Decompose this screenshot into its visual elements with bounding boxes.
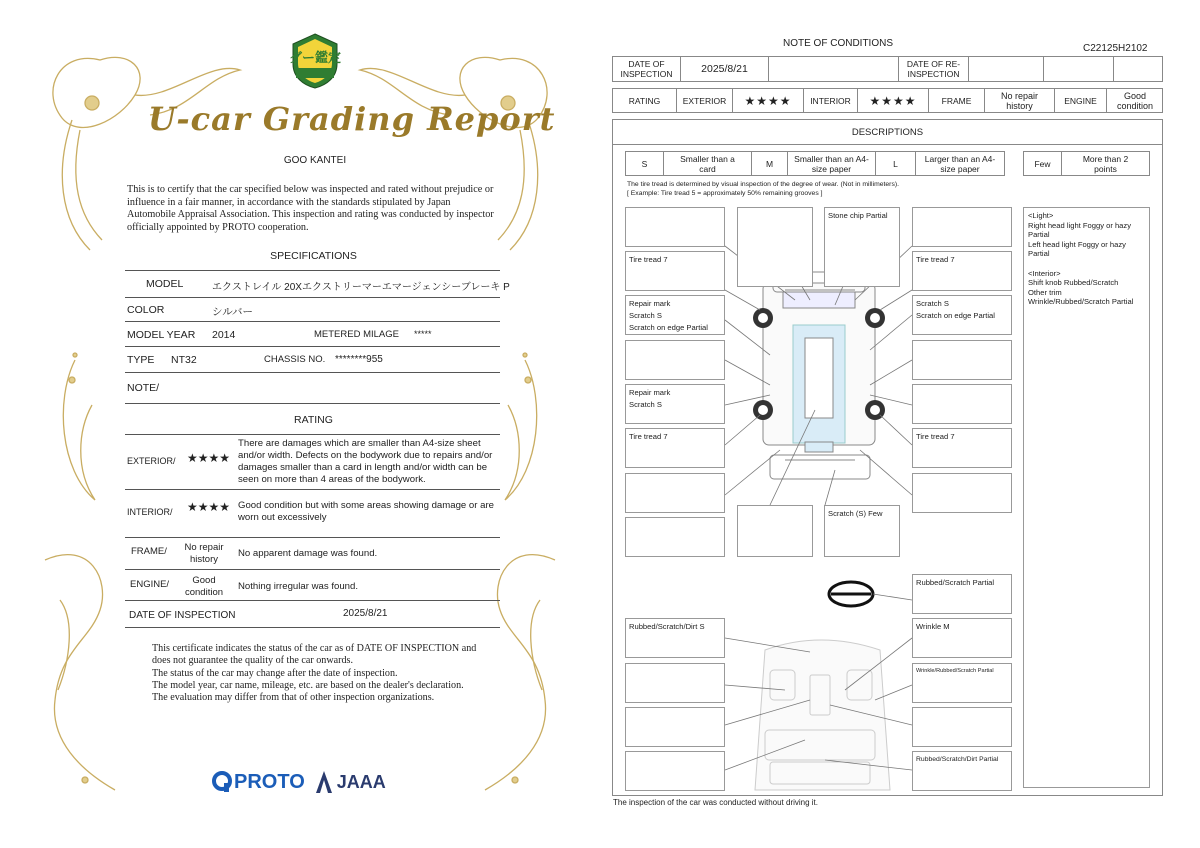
footer-line: The status of the car may change after the date of inspection.: [152, 667, 398, 679]
note-box: [625, 207, 725, 247]
note-steering: [912, 574, 1012, 614]
divider: [125, 270, 500, 271]
note-text: Tire tread 7: [916, 432, 955, 441]
side-notes: [1023, 207, 1150, 788]
date-of-inspection-value: 2025/8/21: [681, 57, 769, 81]
descriptions-title: DESCRIPTIONS: [612, 119, 1163, 145]
partner-logos: [212, 770, 386, 794]
note-text: Scratch S: [629, 400, 662, 409]
date-of-inspection-label: DATE OF INSPECTION: [129, 610, 236, 621]
rating-label: RATING: [613, 89, 677, 112]
note-box: [912, 207, 1012, 247]
side-note-line: <Interior>: [1028, 268, 1061, 278]
note-stone-chip: [824, 207, 900, 287]
note-text: Scratch on edge Partial: [916, 311, 995, 320]
engine-description: Nothing irregular was found.: [238, 581, 358, 592]
note-box: [625, 473, 725, 513]
engine-label: ENGINE: [1055, 89, 1107, 112]
note-text: Wrinkle M: [916, 622, 950, 631]
legend-key-m: M: [752, 152, 788, 175]
note-right-mid: [912, 663, 1012, 703]
legend-text-m: Smaller than an A4-size paper: [788, 152, 876, 175]
type-label: TYPE: [127, 354, 155, 366]
specifications-title: SPECIFICATIONS: [270, 250, 357, 262]
report-code: C22125H2102: [1083, 43, 1148, 54]
side-note-line: Left head light Foggy or hazy Partial: [1028, 239, 1126, 259]
conditions-title: NOTE OF CONDITIONS: [783, 38, 893, 49]
legend-key-s: S: [626, 152, 664, 175]
divider: [125, 600, 500, 601]
note-tire-front-right: [912, 251, 1012, 291]
goo-kantei-badge: [287, 32, 343, 90]
date-of-inspection-value: 2025/8/21: [343, 608, 388, 619]
divider: [125, 297, 500, 298]
engine-label: ENGINE/: [130, 579, 170, 590]
interior-description: Good condition but with some areas showing damage or are worn out excessively: [238, 500, 494, 523]
color-value: シルバー: [212, 306, 254, 318]
note-rear-scratch: [824, 505, 900, 557]
metered-mileage-label: METERED MILAGE: [314, 329, 399, 340]
issuer-name: GOO KANTEI: [283, 155, 347, 166]
frame-label: FRAME/: [131, 546, 167, 557]
note-text: Wrinkle/Rubbed/Scratch Partial: [916, 668, 994, 674]
legend-key-l: L: [876, 152, 916, 175]
note-rear-right: [912, 751, 1012, 791]
driving-disclaimer: The inspection of the car was conducted without driving it.: [613, 798, 818, 807]
note-text: Tire tread 7: [629, 432, 668, 441]
divider: [125, 321, 500, 322]
exterior-stars: ★★★★: [733, 89, 804, 112]
interior-stars: ★★★★: [858, 89, 929, 112]
side-note-line: Shift knob Rubbed/Scratch: [1028, 278, 1119, 288]
note-left-rear: [625, 384, 725, 424]
jaaa-logo: JAAA: [336, 771, 386, 792]
divider: [125, 346, 500, 347]
rating-title: RATING: [294, 414, 333, 426]
metered-mileage-value: *****: [414, 329, 432, 339]
divider: [125, 537, 500, 538]
exterior-label: EXTERIOR/: [127, 456, 176, 466]
note-text: Scratch on edge Partial: [629, 323, 708, 332]
note-text: Repair mark: [629, 299, 671, 308]
note-dash-left: [625, 618, 725, 658]
note-seat-right: [912, 618, 1012, 658]
note-tire-rear-left: [625, 428, 725, 468]
footer-line: The model year, car name, mileage, etc. are based on the dealer's declaration.: [152, 679, 464, 691]
note-box: [625, 663, 725, 703]
frame-label: FRAME: [929, 89, 985, 112]
footer-line: The evaluation may differ from that of other inspection organizations.: [152, 692, 435, 704]
divider: [125, 627, 500, 628]
model-year-value: 2014: [212, 329, 236, 341]
report-title: U-car Grading Report: [148, 100, 556, 138]
note-tire-rear-right: [912, 428, 1012, 468]
note-box: [912, 384, 1012, 424]
side-note-line: Wrinkle/Rubbed/Scratch Partial: [1028, 297, 1134, 307]
note-box: [625, 340, 725, 380]
note-label: NOTE/: [127, 382, 160, 394]
legend-text-l: Larger than an A4-size paper: [924, 153, 996, 174]
certification-statement: This is to certify that the car specified below was inspected and rated without prejudice or influence in a fair manner, in accordance with the standards stipulated by Japan Automobile Appraisal Association. This inspection and rating was conducted by inspector officially appointed by PROTO cooperation.: [127, 184, 494, 233]
jaaa-logo-icon: [315, 770, 333, 794]
note-text: Repair mark: [629, 388, 671, 397]
note-text: Stone chip Partial: [828, 211, 888, 220]
note-box: [912, 473, 1012, 513]
side-note-line: Other trim: [1028, 287, 1062, 297]
type-value: NT32: [171, 354, 197, 366]
chassis-label: CHASSIS NO.: [264, 354, 326, 365]
divider: [125, 569, 500, 570]
note-text: Scratch S: [916, 299, 949, 308]
model-value: エクストレイル 20Xエクストリーマーエマージェンシーブレーキ P: [212, 282, 510, 293]
note-text: Tire tread 7: [916, 255, 955, 264]
proto-logo: PROTO: [234, 770, 305, 793]
date-of-inspection-label: DATE OF INSPECTION: [613, 57, 681, 81]
note-box: [625, 751, 725, 791]
tread-example: [ Example: Tire tread 5 = approximately 50% remaining grooves ]: [627, 190, 823, 197]
note-box: [737, 207, 813, 287]
frame-description: No apparent damage was found.: [238, 548, 378, 559]
divider: [125, 489, 500, 490]
note-box: [737, 505, 813, 557]
interior-stars: ★★★★: [187, 500, 231, 514]
legend-key-few: Few: [1024, 152, 1062, 175]
note-text: Rubbed/Scratch/Dirt S: [629, 622, 705, 631]
note-right-front: [912, 295, 1012, 335]
frame-value: No repair history: [184, 542, 224, 565]
note-tire-front-left: [625, 251, 725, 291]
footer-line: This certificate indicates the status of the car as of DATE OF INSPECTION and does not guarantee the quality of the car onwards.: [152, 643, 477, 667]
chassis-value: ********955: [335, 354, 383, 365]
frame-value: No repair history: [985, 89, 1055, 112]
divider: [125, 434, 500, 435]
note-box: [625, 517, 725, 557]
interior-label: INTERIOR/: [127, 507, 173, 517]
side-note-line: <Light>: [1028, 211, 1054, 220]
note-left-front: [625, 295, 725, 335]
note-box: [912, 340, 1012, 380]
exterior-stars: ★★★★: [187, 451, 231, 465]
exterior-label: EXTERIOR: [677, 89, 733, 112]
tread-note: The tire tread is determined by visual inspection of the degree of wear. (Not in millimeters).: [627, 181, 899, 188]
side-note-line: [1028, 259, 1145, 269]
proto-logo-icon: [212, 771, 232, 793]
note-text: Scratch S: [629, 311, 662, 320]
note-text: Rubbed/Scratch/Dirt Partial: [916, 756, 999, 763]
legend-text-few: More than 2 points: [1082, 153, 1129, 174]
date-of-reinspection-label: DATE OF RE-INSPECTION: [899, 57, 969, 81]
model-label: MODEL: [146, 278, 184, 290]
divider: [125, 372, 500, 373]
badge-text: グー鑑定: [288, 51, 342, 66]
divider: [125, 403, 500, 404]
interior-label: INTERIOR: [804, 89, 858, 112]
note-text: Rubbed/Scratch Partial: [916, 578, 995, 587]
note-text: Tire tread 7: [629, 255, 668, 264]
exterior-description: There are damages which are smaller than A4-size sheet and/or width. Defects on the bodywork due to repairs and/or damages smaller than a card in length and/or width can be seen on more than 4 areas of the bodywork.: [238, 438, 493, 485]
certificate-footer: [152, 643, 482, 704]
note-of-conditions: [605, 0, 1200, 848]
note-box: [912, 707, 1012, 747]
engine-value: Good condition: [1116, 90, 1154, 111]
model-year-label: MODEL YEAR: [127, 329, 196, 341]
engine-value: Good condition: [184, 575, 224, 598]
legend-text-s: Smaller than a card: [664, 152, 752, 175]
side-note-line: Right head light Foggy or hazy Partial: [1028, 220, 1131, 240]
note-text: Scratch (S) Few: [828, 509, 883, 518]
color-label: COLOR: [127, 304, 165, 316]
note-box: [625, 707, 725, 747]
